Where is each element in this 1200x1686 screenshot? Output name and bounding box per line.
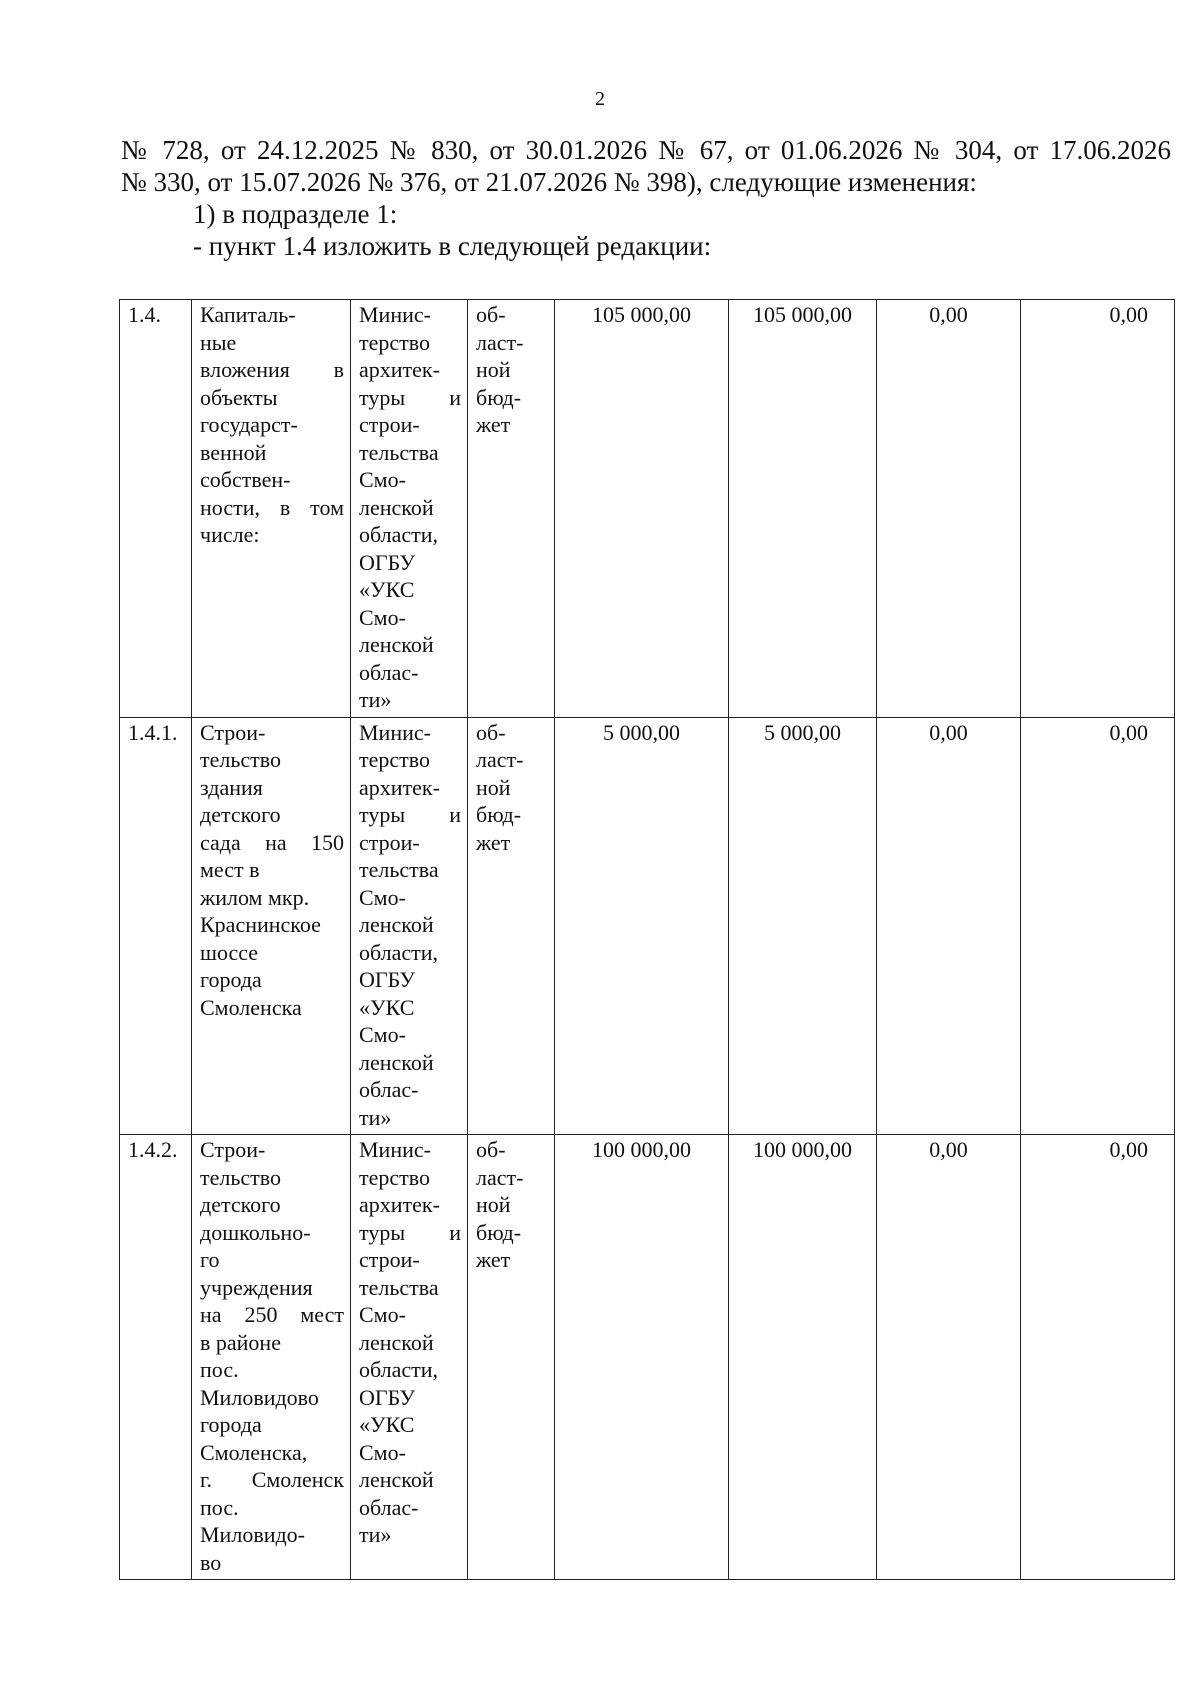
executor-line: архитек- — [359, 357, 440, 382]
year3-amount-cell: 0,00 — [1021, 1135, 1175, 1580]
item-name-line: Строи- — [200, 719, 266, 745]
executor-line: ленской — [359, 1329, 434, 1355]
funding-source-line: жет — [476, 412, 511, 437]
executor-cell — [351, 1135, 468, 1580]
executor-line: тельства — [359, 857, 439, 882]
executor-line: Смо- — [359, 1439, 406, 1465]
item-name-line: здания — [200, 774, 263, 800]
item-name-line: тельство — [200, 1164, 282, 1190]
executor-line: ленской — [359, 1049, 434, 1075]
total-amount-cell: 105 000,00 — [555, 300, 729, 718]
executor-line: Минис- — [359, 1137, 431, 1162]
executor-line: архитек- — [359, 1192, 440, 1217]
funding-source-line: ласт- — [476, 329, 524, 355]
executor-line: ленской — [359, 1467, 434, 1492]
executor-line: «УКС — [359, 994, 415, 1020]
item-name-line: Краснинское — [200, 912, 321, 937]
funding-source-line: ной — [476, 357, 511, 382]
item-name-line: Смоленска — [200, 994, 302, 1020]
executor-line: Смо- — [359, 1302, 406, 1327]
budget-table — [119, 299, 1175, 1580]
executor-line: ОГБУ — [359, 967, 416, 992]
table-row — [120, 1135, 1175, 1580]
item-name-line: государст- — [200, 412, 298, 437]
funding-source-cell — [468, 300, 555, 718]
item-name-line: учреждения — [200, 1274, 313, 1300]
executor-line: области, — [359, 1357, 439, 1382]
funding-source-line: жет — [476, 1247, 511, 1272]
executor-line: Смо- — [359, 884, 406, 910]
executor-line: туры и — [359, 384, 461, 410]
executor-line: ленской — [359, 912, 434, 937]
executor-line: Минис- — [359, 302, 431, 327]
year2-amount-cell: 0,00 — [877, 1135, 1021, 1580]
intro-line-2: № 330, от 15.07.2026 № 376, от 21.07.2026 № 398), следующие изменения: — [121, 167, 977, 197]
executor-cell — [351, 717, 468, 1135]
table-row — [120, 717, 1175, 1135]
item-name-line: тельство — [200, 747, 282, 772]
executor-line: архитек- — [359, 774, 440, 800]
executor-lines — [359, 1136, 461, 1549]
executor-line: ти» — [359, 1104, 392, 1130]
executor-line: строи- — [359, 829, 420, 855]
item-name-line: Строи- — [200, 1137, 266, 1162]
funding-source-cell — [468, 1135, 555, 1580]
item-name-line: вложения в — [200, 357, 344, 382]
intro-paragraph — [121, 134, 1171, 262]
executor-line: туры и — [359, 1219, 461, 1245]
item-name-cell — [192, 717, 351, 1135]
executor-line: ОГБУ — [359, 549, 416, 575]
year1-amount-cell: 100 000,00 — [729, 1135, 877, 1580]
item-name-line: жилом мкр. — [200, 884, 310, 910]
funding-source-line: бюд- — [476, 1219, 522, 1245]
executor-line: облас- — [359, 1494, 419, 1520]
item-name-line: пос. — [200, 1494, 239, 1520]
executor-line: строи- — [359, 1247, 420, 1272]
item-name-lines — [200, 719, 344, 1022]
executor-line: Смо- — [359, 1022, 406, 1047]
executor-lines — [359, 719, 461, 1132]
funding-source-cell — [468, 717, 555, 1135]
funding-source-lines — [476, 719, 548, 857]
total-amount-cell: 100 000,00 — [555, 1135, 729, 1580]
item-name-line: го — [200, 1247, 220, 1272]
funding-source-line: ной — [476, 774, 511, 800]
intro-line-4: - пункт 1.4 изложить в следующей редакции: — [193, 231, 712, 261]
item-name-lines — [200, 1136, 344, 1576]
item-name-line: детского — [200, 802, 281, 827]
year1-amount-cell: 105 000,00 — [729, 300, 877, 718]
item-name-cell — [192, 300, 351, 718]
page-number: 2 — [595, 88, 605, 110]
funding-source-lines — [476, 1136, 548, 1274]
item-name-line: дошкольно- — [200, 1219, 311, 1245]
executor-line: области, — [359, 522, 439, 547]
table-row — [120, 300, 1175, 718]
funding-source-line: ной — [476, 1192, 511, 1217]
executor-line: «УКС — [359, 1412, 415, 1437]
year3-amount-cell: 0,00 — [1021, 300, 1175, 718]
executor-line: терство — [359, 1164, 430, 1190]
item-name-line: ные — [200, 329, 237, 355]
item-name-line: ности, в том — [200, 494, 344, 520]
executor-line: строи- — [359, 412, 420, 437]
item-name-line: во — [200, 1549, 222, 1575]
intro-line-1: № 728, от 24.12.2025 № 830, от 30.01.2026 № 67, от 01.06.2026 № 304, от 17.06.2026 — [121, 135, 1171, 165]
item-name-line: Смоленска, — [200, 1439, 308, 1465]
item-name-line: города — [200, 967, 262, 992]
funding-source-line: жет — [476, 829, 511, 855]
item-name-line: венной — [200, 439, 267, 465]
year2-amount-cell: 0,00 — [877, 300, 1021, 718]
item-name-cell — [192, 1135, 351, 1580]
item-name-line: на 250 мест — [200, 1302, 344, 1327]
executor-line: ти» — [359, 687, 392, 712]
budget-table-body — [120, 300, 1175, 1580]
executor-line: ОГБУ — [359, 1384, 416, 1410]
item-name-line: пос. — [200, 1357, 239, 1382]
executor-lines — [359, 301, 461, 714]
year3-amount-cell: 0,00 — [1021, 717, 1175, 1135]
item-name-line: числе: — [200, 522, 260, 547]
executor-cell — [351, 300, 468, 718]
item-name-line: объекты — [200, 384, 278, 410]
funding-source-line: бюд- — [476, 384, 522, 410]
total-amount-cell: 5 000,00 — [555, 717, 729, 1135]
executor-line: области, — [359, 939, 439, 965]
funding-source-line: об- — [476, 1137, 506, 1162]
executor-line: Смо- — [359, 467, 406, 492]
funding-source-line: ласт- — [476, 1164, 524, 1190]
row-number-cell: 1.4. — [120, 300, 192, 718]
row-number-cell: 1.4.2. — [120, 1135, 192, 1580]
funding-source-line: бюд- — [476, 802, 522, 827]
item-name-line: детского — [200, 1192, 281, 1217]
executor-line: облас- — [359, 659, 419, 685]
executor-line: терство — [359, 747, 430, 772]
year1-amount-cell: 5 000,00 — [729, 717, 877, 1135]
item-name-line: Миловидово — [200, 1384, 319, 1410]
item-name-line: сада на 150 — [200, 829, 344, 855]
intro-line-3: 1) в подразделе 1: — [193, 199, 398, 229]
executor-line: тельства — [359, 1274, 439, 1300]
funding-source-line: об- — [476, 719, 506, 745]
executor-line: туры и — [359, 802, 461, 827]
funding-source-lines — [476, 301, 548, 439]
executor-line: ти» — [359, 1522, 392, 1547]
funding-source-line: ласт- — [476, 747, 524, 772]
executor-line: ленской — [359, 632, 434, 657]
executor-line: Смо- — [359, 604, 406, 630]
item-name-line: Капиталь- — [200, 302, 296, 327]
item-name-line: города — [200, 1412, 262, 1437]
year2-amount-cell: 0,00 — [877, 717, 1021, 1135]
item-name-lines — [200, 301, 344, 549]
row-number-cell: 1.4.1. — [120, 717, 192, 1135]
item-name-line: собствен- — [200, 467, 291, 492]
item-name-line: в районе — [200, 1329, 281, 1355]
executor-line: ленской — [359, 494, 434, 520]
item-name-line: г. Смоленск — [200, 1467, 344, 1492]
executor-line: Минис- — [359, 719, 431, 745]
executor-line: «УКС — [359, 577, 415, 602]
item-name-line: шоссе — [200, 939, 259, 965]
executor-line: облас- — [359, 1077, 419, 1102]
item-name-line: мест в — [200, 857, 260, 882]
executor-line: тельства — [359, 439, 439, 465]
item-name-line: Миловидо- — [200, 1522, 305, 1547]
funding-source-line: об- — [476, 302, 506, 327]
executor-line: терство — [359, 329, 430, 355]
